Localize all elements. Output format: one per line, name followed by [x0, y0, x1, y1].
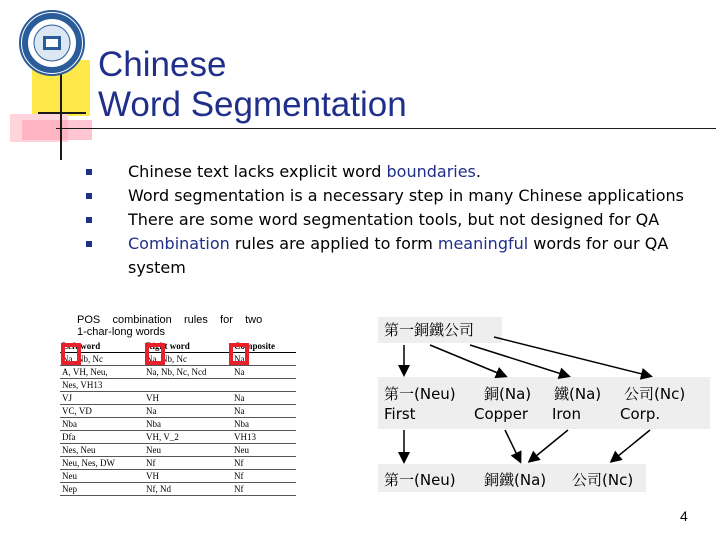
- table-cell: Na: [144, 405, 232, 418]
- bullet-highlight: boundaries: [386, 162, 476, 181]
- arrow-source-to-copper: [430, 345, 505, 376]
- table-cell: Na: [232, 353, 296, 366]
- gloss-token: First: [384, 405, 416, 423]
- bullet-highlight: meaningful: [437, 234, 529, 253]
- segment-token: 公司(Nc): [572, 471, 634, 489]
- pos-caption-line-2: 1-char-long words: [77, 326, 166, 338]
- title-line-2: Word Segmentation: [98, 85, 407, 124]
- bullet-text: .: [475, 162, 481, 181]
- table-cell: Nba: [144, 418, 232, 431]
- bullet-text: Word segmentation is a necessary step in many Chinese applications: [128, 186, 684, 205]
- title-line-1: Chinese: [98, 45, 227, 84]
- source-string-box: 第一銅鐵公司: [378, 317, 502, 343]
- table-header-cell: Right word: [144, 340, 232, 353]
- table-cell: Dfa: [60, 431, 144, 444]
- table-cell: Nf: [232, 470, 296, 483]
- table-cell: A, VH, Neu,: [60, 366, 144, 379]
- table-cell: Na, Nb, Nc: [144, 353, 232, 366]
- table-cell: Nes, VH13: [60, 379, 144, 392]
- table-cell: Nf: [232, 457, 296, 470]
- table-cell: Neu: [144, 444, 232, 457]
- gloss-token: Iron: [552, 405, 581, 423]
- pos-caption-line-1: POS combination rules for two: [77, 314, 263, 326]
- table-cell: Na, Nb, Nc, Ncd: [144, 366, 232, 379]
- arrow-iron-merge: [530, 430, 568, 461]
- table-cell: Nep: [60, 483, 144, 496]
- table-cell: Nf: [144, 457, 232, 470]
- segment-token: 第一(Neu): [384, 385, 456, 403]
- gloss-token: Copper: [474, 405, 529, 423]
- table-cell: Na: [232, 366, 296, 379]
- bullet-text: words for our QA system: [128, 234, 669, 277]
- table-cell: Na: [232, 392, 296, 405]
- table-header-cell: Left word: [60, 340, 144, 353]
- segment-token: 銅鐵(Na): [484, 471, 547, 489]
- table-cell: Nba: [232, 418, 296, 431]
- table-cell: VJ: [60, 392, 144, 405]
- table-cell: VC, VD: [60, 405, 144, 418]
- bullet-text: Chinese text lacks explicit word: [128, 162, 387, 181]
- segment-token: 銅(Na): [484, 385, 532, 403]
- table-cell: Nf: [232, 483, 296, 496]
- arrow-copper-merge: [505, 430, 520, 461]
- table-cell: Nba: [60, 418, 144, 431]
- segment-token: 公司(Nc): [624, 385, 686, 403]
- bullet-text: There are some word segmentation tools, but not designed for QA: [128, 210, 660, 229]
- page-number: 4: [680, 508, 688, 524]
- table-cell: Nf, Nd: [144, 483, 232, 496]
- table-cell: Na: [232, 405, 296, 418]
- arrow-corp-down: [612, 430, 650, 461]
- table-cell: VH: [144, 470, 232, 483]
- table-cell: Neu, Nes, DW: [60, 457, 144, 470]
- table-cell: Neu: [232, 444, 296, 457]
- bullet-highlight: Combination: [128, 234, 230, 253]
- table-cell: Na, Nb, Nc: [60, 353, 144, 366]
- table-cell: VH: [144, 392, 232, 405]
- table-header-cell: Composite: [232, 340, 296, 353]
- segment-token: 鐵(Na): [554, 385, 602, 403]
- arrow-source-to-corp: [494, 337, 650, 376]
- gloss-token: Corp.: [620, 405, 661, 423]
- table-cell: Neu: [60, 470, 144, 483]
- table-cell: Nes, Neu: [60, 444, 144, 457]
- table-cell: VH13: [232, 431, 296, 444]
- arrow-source-to-iron: [470, 345, 568, 376]
- segment-token: 第一(Neu): [384, 471, 456, 489]
- table-cell: VH, V_2: [144, 431, 232, 444]
- bullet-text: rules are applied to form: [229, 234, 438, 253]
